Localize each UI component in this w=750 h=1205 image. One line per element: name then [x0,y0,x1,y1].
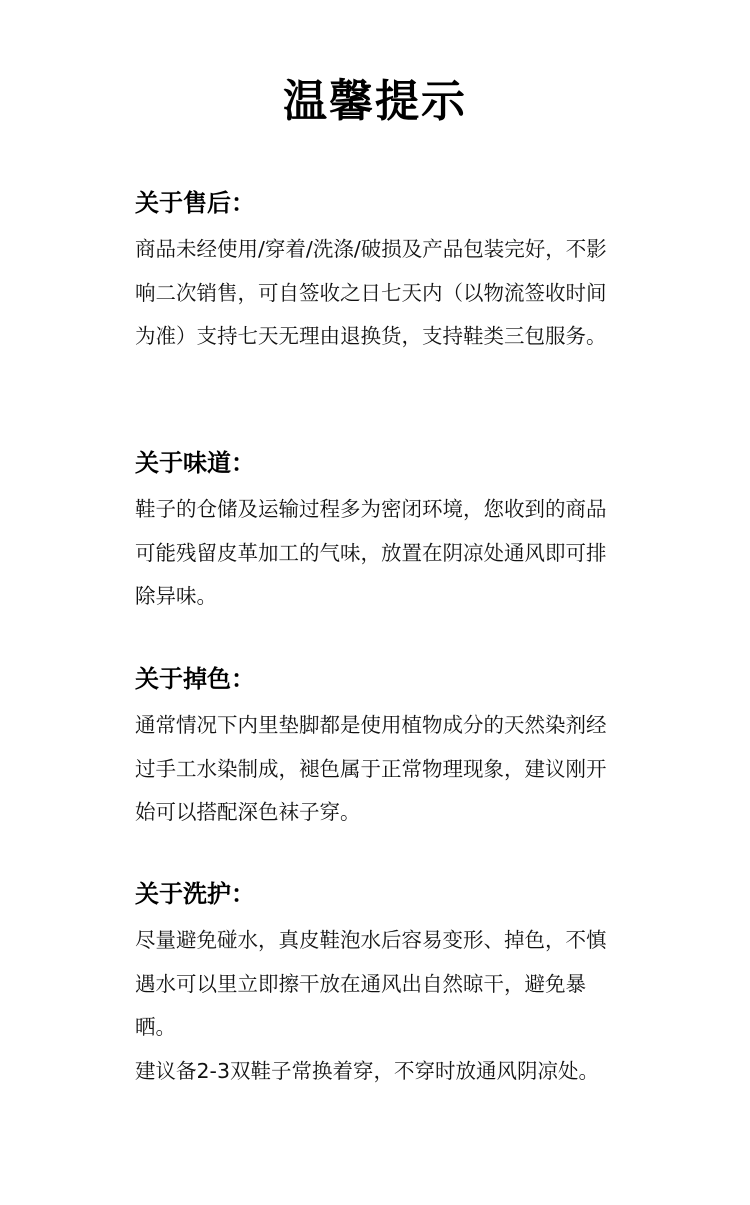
care-text-rotation-tip: 建议备2-3双鞋子常换着穿，不穿时放通风阴凉处。 [135,1058,599,1083]
after-sales-text: 商品未经使用/穿着/洗涤/破损及产品包装完好，不影响二次销售，可自签收之日七天内（以物流签收时间为准）支持七天无理由退换货，支持鞋类三包服务。 [135,237,607,348]
after-sales-section [135,186,625,359]
color-fading-section [135,662,625,835]
care-text: 尽量避免碰水，真皮鞋泡水后容易变形、掉色，不慎遇水可以里立即擦干放在通风出自然晾干，避免暴晒。 [135,928,607,1039]
color-fading-heading: 关于掉色： [135,665,255,693]
odor-text: 鞋子的仓储及运输过程多为密闭环境，您收到的商品可能残留皮革加工的气味，放置在阴凉处通风即可排除异味。 [135,497,607,608]
care-section [135,877,625,1093]
care-heading: 关于洗护： [135,880,255,908]
odor-heading: 关于味道： [135,449,255,477]
color-fading-text: 通常情况下内里垫脚都是使用植物成分的天然染剂经过手工水染制成，褪色属于正常物理现象，建议刚开始可以搭配深色袜子穿。 [135,713,607,824]
page-title: 温馨提示 [283,76,467,127]
after-sales-heading: 关于售后： [135,189,255,217]
odor-section [135,446,625,619]
